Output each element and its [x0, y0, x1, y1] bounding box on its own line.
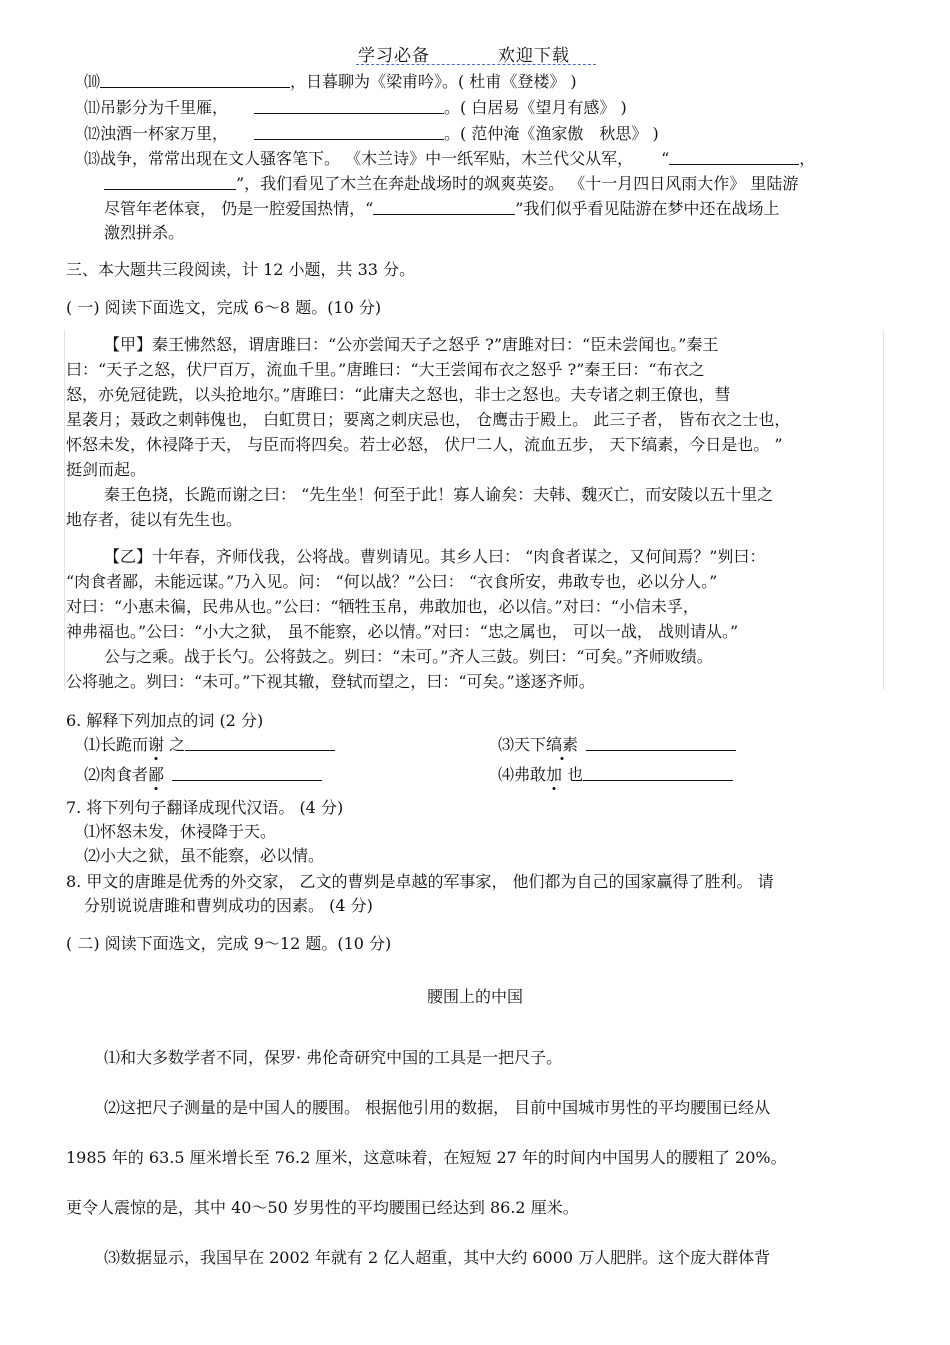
article-paragraph-2: ⑵这把尺子测量的是中国人的腰围。 根据他引用的数据， 目前中国城市男性的平均腰围已经从 — [104, 1098, 771, 1117]
article-paragraph-3: ⑶数据显示，我国早在 2002 年就有 2 亿人超重，其中大约 6000 万人肥胖。这个庞大群体背 — [104, 1248, 771, 1267]
section-3-title: 三、本大题共三段阅读，计 12 小题，共 33 分。 — [66, 260, 416, 279]
jia-line: 星袭月；聂政之刺韩傀也， 白虹贯日；要离之刺庆忌也， 仓鹰击于殿上。 此三子者， 皆布衣之士也， — [66, 410, 791, 429]
jia-line: 地存者，徒以有先生也。 — [66, 510, 243, 529]
article-paragraph-2-cont: 1985 年的 63.5 厘米增长至 76.2 厘米，这意味着，在短短 27 年的时间内中国男人的腰粗了 20%。 — [66, 1148, 787, 1167]
question-text: 吊影分为千里雁， — [100, 98, 229, 117]
header-dashed-rule — [356, 64, 596, 65]
question-6-title: 6. 解释下列加点的词 (2 分) — [66, 711, 264, 730]
article-paragraph-1: ⑴和大多数学者不同，保罗· 弗伦奇研究中国的工具是一把尺子。 — [104, 1048, 563, 1067]
question-8-line-2: 分别说说唐雎和曹刿成功的因素。 (4 分) — [84, 896, 373, 915]
question-number: ⑽ — [84, 72, 101, 91]
question-13-line-4: 激烈拼杀。 — [104, 223, 185, 242]
answer-blank[interactable] — [669, 150, 799, 165]
jia-line: 怀怒未发，休祲降于天， 与臣而将四矣。若士必怒， 伏尸二人，流血五步， 天下缟素，今日是也。 ” — [66, 435, 783, 454]
question-8-line-1: 8. 甲文的唐雎是优秀的外交家， 乙文的曹刿是卓越的军事家， 他们都为自己的国家赢得了胜利。 请 — [66, 872, 774, 891]
question-text: 浊酒一杯家万里， — [100, 124, 229, 143]
dotted-word: 加 — [546, 765, 563, 784]
part-2-title: ( 二) 阅读下面选文，完成 9～12 题。(10 分) — [66, 934, 392, 953]
yi-line: “肉食者鄙，未能远谋。”乃入见。问： “何以战？”公曰： “衣食所安，弗敢专也，必以分人。” — [66, 572, 718, 591]
yi-line: 神弗福也。”公曰：“小大之狱， 虽不能察，必以情。”对曰：“忠之属也， 可以一战， 战则请从。” — [66, 622, 739, 641]
answer-blank[interactable] — [100, 73, 290, 88]
jia-line: 挺剑而起。 — [66, 460, 147, 479]
jia-line: 曰：“天子之怒，伏尸百万，流血千里。”唐雎曰：“大王尝闻布衣之怒乎 ?”秦王曰：“布衣之 — [66, 360, 705, 379]
item-text: 也 — [562, 765, 584, 784]
item-text: 之 — [164, 735, 186, 754]
jia-line: 怒，亦免冠徒跣，以头抢地尔。”唐雎曰：“此庸夫之怒也，非士之怒也。夫专诸之刺王僚也，彗 — [66, 385, 731, 404]
question-text: ”我们似乎看见陆游在梦中还在战场上 — [515, 199, 780, 218]
question-number: ⑾ — [84, 98, 101, 117]
question-13-line-1 — [84, 146, 815, 169]
question-10 — [84, 69, 577, 92]
answer-blank[interactable] — [254, 125, 444, 140]
question-7-title: 7. 将下列句子翻译成现代汉语。 (4 分) — [66, 798, 344, 817]
yi-line: 对曰：“小惠未徧，民弗从也。”公曰：“牺牲玉帛，弗敢加也，必以信。”对曰：“小信未孚， — [66, 597, 699, 616]
question-text: “ — [661, 149, 670, 168]
question-text: 尽管年老体衰， 仍是一腔爱国热情，“ — [104, 199, 374, 218]
item-text: ⑶天下 — [498, 735, 547, 754]
question-6-item-3 — [498, 732, 736, 755]
page-header — [358, 41, 570, 66]
question-13-line-2 — [104, 171, 798, 194]
question-6-item-1 — [84, 732, 335, 755]
question-text: ⒀战争，常常出现在文人骚客笔下。 《木兰诗》中一纸军贴，木兰代父从军， — [84, 149, 634, 168]
question-7-sentence-2: ⑵小大之狱，虽不能察，必以情。 — [84, 846, 325, 865]
jia-line: 秦王色挠，长跪而谢之曰： “先生坐！何至于此！寡人谕矣：夫韩、魏灭亡，而安陵以五十里之 — [104, 485, 774, 504]
article-paragraph-2-cont: 更令人震惊的是，其中 40～50 岁男性的平均腰围已经达到 86.2 厘米。 — [66, 1198, 579, 1217]
item-text: ⑵肉食者 — [84, 765, 149, 784]
question-11 — [84, 95, 627, 118]
dotted-word: 鄙 — [148, 765, 165, 784]
question-6-item-4 — [498, 762, 733, 785]
dotted-word: 谢 — [148, 735, 165, 754]
question-13-line-3 — [104, 196, 779, 219]
answer-blank[interactable] — [185, 736, 335, 751]
question-text: ”，我们看见了木兰在奔赴战场时的飒爽英姿。 《十一月四日风雨大作》 里陆游 — [236, 174, 799, 193]
question-source: 。( 白居易《望月有感》 ) — [444, 98, 627, 117]
answer-blank[interactable] — [586, 736, 736, 751]
yi-line: 公将驰之。刿曰：“未可。”下视其辙，登轼而望之，曰：“可矣。”遂逐齐师。 — [66, 672, 595, 691]
jia-line: 【甲】秦王怫然怒，谓唐雎曰：“公亦尝闻天子之怒乎 ?”唐雎对曰：“臣未尝闻也。”秦王 — [104, 335, 719, 354]
header-left-text: 学习必备 — [358, 46, 430, 66]
item-text: ⑷弗敢 — [498, 765, 547, 784]
article-title: 腰围上的中国 — [426, 987, 523, 1006]
yi-line: 公与之乘。战于长勺。公将鼓之。刿曰：“未可。”齐人三鼓。刿曰：“可矣。”齐师败绩。 — [104, 647, 713, 666]
question-7-sentence-1: ⑴怀怒未发，休祲降于天。 — [84, 822, 277, 841]
question-text: ，日暮聊为《梁甫吟》。( 杜甫《登楼》 ) — [290, 72, 577, 91]
answer-blank[interactable] — [373, 200, 515, 215]
question-text: ， — [799, 149, 816, 168]
dotted-word: 缟素 — [546, 735, 579, 754]
question-12 — [84, 121, 659, 144]
question-number: ⑿ — [84, 124, 101, 143]
answer-blank[interactable] — [172, 766, 322, 781]
item-text: ⑴长跪而 — [84, 735, 149, 754]
question-source: 。( 范仲淹《渔家傲 秋思》 ) — [444, 124, 659, 143]
answer-blank[interactable] — [254, 99, 444, 114]
question-6-item-2 — [84, 762, 322, 785]
answer-blank[interactable] — [104, 175, 236, 190]
yi-line: 【乙】十年春，齐师伐我，公将战。曹刿请见。其乡人曰： “肉食者谋之，又何间焉？”刿曰： — [104, 547, 766, 566]
header-right-text: 欢迎下载 — [498, 46, 570, 66]
answer-blank[interactable] — [583, 766, 733, 781]
part-1-title: ( 一) 阅读下面选文，完成 6～8 题。(10 分) — [66, 298, 382, 317]
